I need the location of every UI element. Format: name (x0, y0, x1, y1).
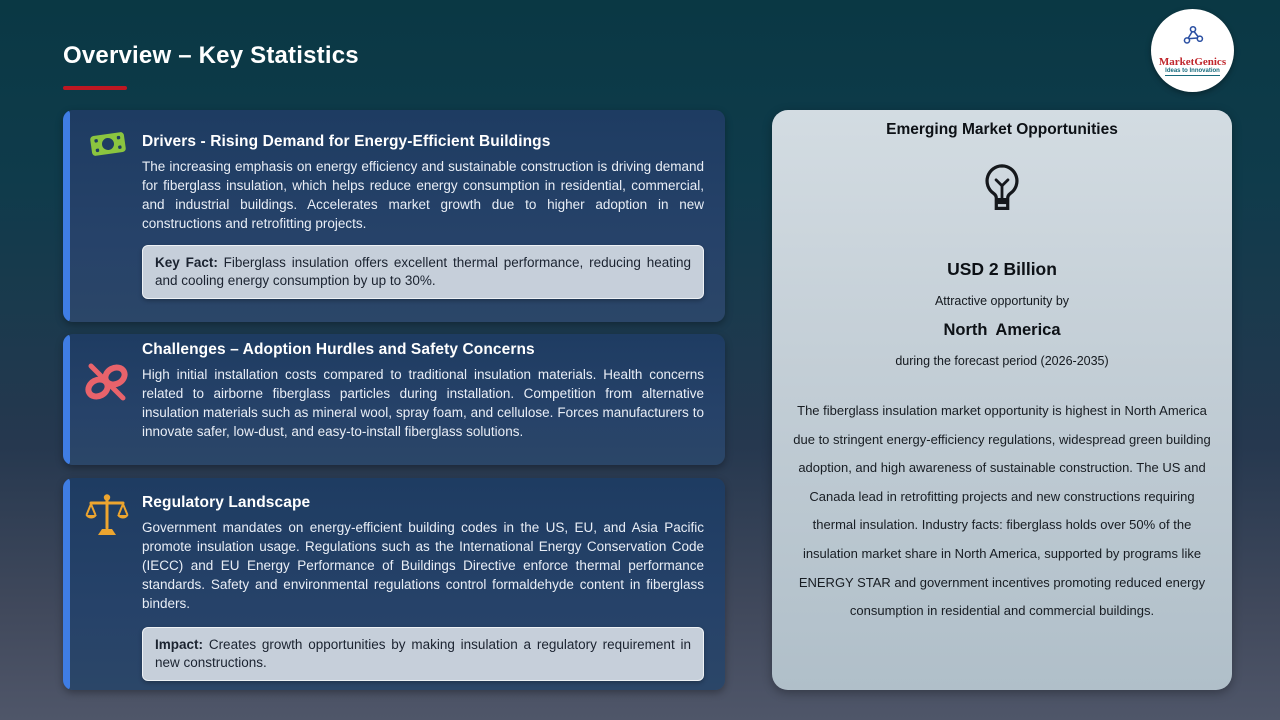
opportunity-caption: Attractive opportunity by (934, 294, 1070, 308)
drivers-heading: Drivers - Rising Demand for Energy-Efficient Buildings (142, 133, 551, 150)
challenges-heading: Challenges – Adoption Hurdles and Safety Concerns (142, 341, 535, 358)
key-fact-text: Fiberglass insulation offers excellent thermal performance, reducing heating and cooling energy consumption by up to 30%. (155, 255, 691, 288)
scales-icon (85, 492, 129, 543)
card-accent-bar (63, 334, 70, 465)
broken-link-icon (82, 356, 132, 411)
impact-label: Impact: (155, 637, 204, 652)
key-fact-label: Key Fact: (155, 255, 218, 270)
challenges-body: High initial installation costs compared to traditional insulation materials. Health concerns related to airborne fiberglass particles during installation. Competition from alternative insulation materials such as mineral wool, spray foam, and cellulose. Forces manufacturers to innovate safer, low-dust, and easy-to-install fiberglass solutions. (142, 367, 704, 439)
regulatory-body: Government mandates on energy-efficient building codes in the US, EU, and Asia Pacific promote insulation usage. Regulations such as the International Energy Conservation Code (IECC) and EU Energy Performance of Buildings Directive enforce thermal performance standards. Safety and environmental regulations control formaldehyde content in fiberglass binders. (142, 520, 704, 611)
challenges-card (63, 334, 725, 465)
drivers-body: The increasing emphasis on energy efficiency and sustainable construction is driving demand for fiberglass insulation, which helps reduce energy consumption in residential, commercial, and industrial buildings. Accelerates market growth due to higher adoption in new constructions and retrofitting projects. (142, 159, 704, 231)
money-icon (87, 128, 129, 165)
molecule-icon (1180, 25, 1206, 56)
regulatory-card (63, 478, 725, 690)
key-fact-box (142, 245, 704, 299)
marketgenics-logo (1151, 9, 1234, 92)
drivers-card (63, 110, 725, 322)
page-title: Overview – Key Statistics (63, 42, 359, 69)
emerging-opportunities-panel (772, 110, 1232, 690)
opportunity-period: during the forecast period (2026-2035) (895, 354, 1109, 368)
card-accent-bar (63, 110, 70, 322)
card-accent-bar (63, 478, 70, 690)
impact-box (142, 627, 704, 681)
opportunity-region: North America (943, 321, 1061, 339)
title-underline (63, 86, 127, 90)
impact-text: Creates growth opportunities by making insulation a regulatory requirement in new constructions. (155, 637, 691, 670)
regulatory-heading: Regulatory Landscape (142, 494, 311, 511)
logo-tagline: Ideas to Innovation (1165, 68, 1220, 75)
opportunities-title: Emerging Market Opportunities (886, 121, 1118, 138)
logo-name: MarketGenics (1158, 55, 1227, 68)
lightbulb-icon (772, 161, 1232, 222)
opportunity-description: The fiberglass insulation market opportunity is highest in North America due to stringent energy-efficiency regulations, widespread green building adoption, and high awareness of sustainable construction. The US and Canada lead in retrofitting projects and new constructions requiring thermal insulation. Industry facts: fiberglass holds over 50% of the insulation market share in North America, supported by programs like ENERGY STAR and government incentives promoting reduced energy consumption in residential and commercial buildings. (793, 403, 1211, 619)
opportunity-value: USD 2 Billion (947, 259, 1057, 279)
